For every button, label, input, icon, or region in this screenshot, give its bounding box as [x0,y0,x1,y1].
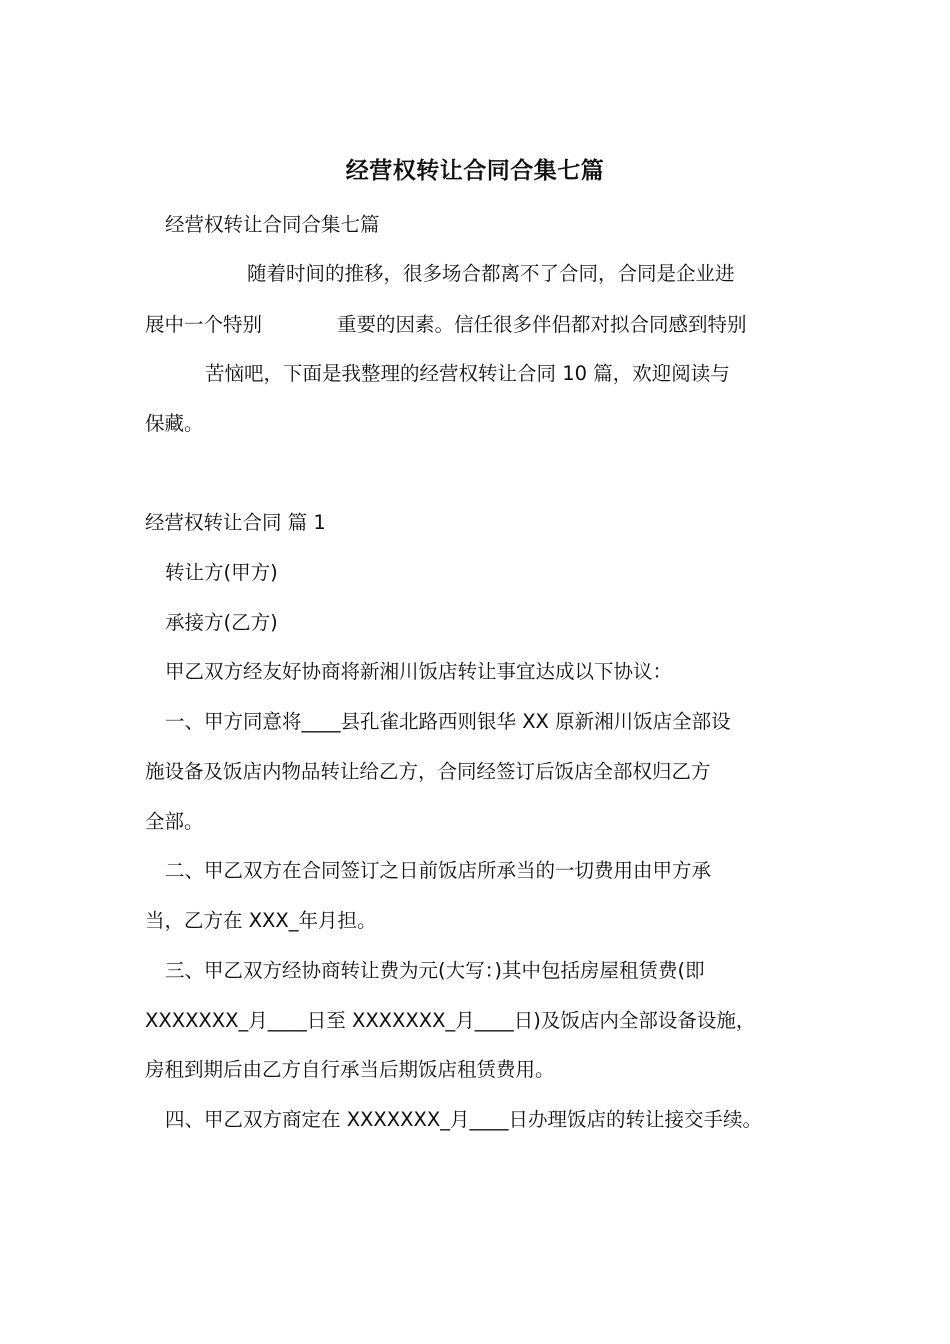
clause-3-line-2: XXXXXXX_月____日至 XXXXXXX_月____日)及饭店内全部设备设施， [145,1009,756,1032]
clause-2-line-2: 当，乙方在 XXX_年月担。 [145,909,377,932]
clause-1-line-1: 一、甲方同意将____县孔雀北路西则银华 XX 原新湘川饭店全部设 [165,710,731,733]
party-a-label: 转让方(甲方) [165,561,278,584]
clause-2-line-1: 二、甲乙双方在合同签订之日前饭店所承当的一切费用由甲方承 [165,859,712,882]
intro-line-2b: 重要的因素。信任很多伴侣都对拟合同感到特别 [337,313,747,336]
preamble-text: 甲乙双方经友好协商将新湘川饭店转让事宜达成以下协议： [165,660,673,683]
document-title: 经营权转让合同合集七篇 [345,158,605,184]
intro-line-1: 随着时间的推移，很多场合都离不了合同，合同是企业进 [247,262,735,285]
clause-1-line-3: 全部。 [145,810,204,833]
intro-line-2a: 展中一个特别 [145,313,263,336]
clause-1-line-2: 施设备及饭店内物品转让给乙方，合同经签订后饭店全部权归乙方 [145,760,711,783]
section-heading: 经营权转让合同 篇 1 [145,511,326,534]
intro-line-4: 保藏。 [145,412,204,435]
clause-3-line-1: 三、甲乙双方经协商转让费为元(大写：)其中包括房屋租赁费(即 [165,959,705,982]
clause-3-line-3: 房租到期后由乙方自行承当后期饭店租赁费用。 [145,1058,555,1081]
document-subtitle: 经营权转让合同合集七篇 [165,213,380,236]
party-b-label: 承接方(乙方) [165,611,278,634]
clause-4-line-1: 四、甲乙双方商定在 XXXXXXX_月____日办理饭店的转让接交手续。 [165,1108,762,1131]
intro-line-3: 苦恼吧，下面是我整理的经营权转让合同 10 篇，欢迎阅读与 [205,362,730,385]
